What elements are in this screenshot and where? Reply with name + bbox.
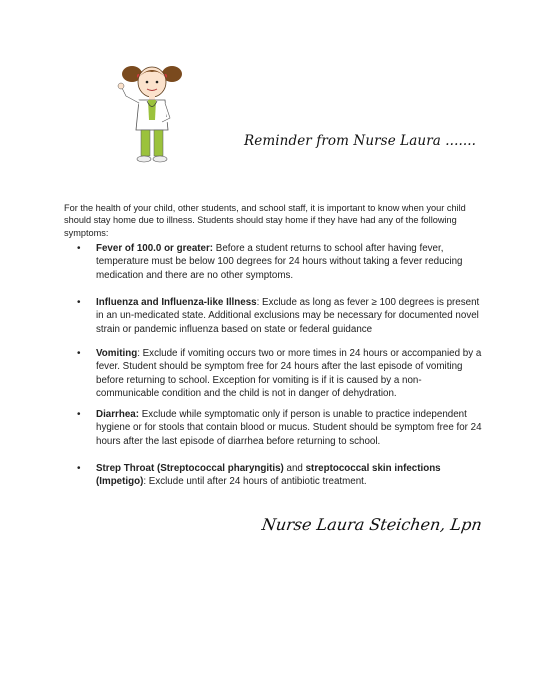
nurse-illustration [112, 60, 192, 164]
intro-paragraph: For the health of your child, other students, and school staff, it is important to know when your child should stay home due to illness. Students should stay home if they have had any of the following symptoms: [64, 203, 466, 238]
symptom-text: Exclude while symptomatic only if person is unable to practice independent hygiene or for stools that contain blood or mucus. Student should be symptom free for 24 hours after the last episode of diarrhea before returning to school. [96, 409, 482, 447]
symptom-text: Before a student returns to school after having fever, temperature must be below 100 degrees for 24 hours without taking a fever reducing medication and there are no other symptoms. [96, 243, 463, 281]
list-item [64, 408, 484, 448]
bullet-icon: • [77, 348, 81, 359]
symptom-text-connector: and [283, 463, 306, 474]
symptom-title: Fever of 100.0 or greater: [96, 243, 214, 254]
symptom-title: Strep Throat (Streptococcal pharyngitis) [96, 463, 284, 474]
list-item [64, 296, 484, 336]
symptom-title-secondary: streptococcal skin infections (Impetigo) [96, 463, 441, 488]
bullet-icon: • [77, 409, 81, 420]
signature: Nurse Laura Steichen, Lpn [260, 515, 484, 534]
symptom-title: Diarrhea: [96, 409, 140, 420]
list-item [64, 242, 484, 282]
header-title: Reminder from Nurse Laura ....... [244, 133, 477, 149]
symptom-text: : Exclude if vomiting occurs two or more times in 24 hours or accompanied by a fever. Student should be symptom free for 24 hours after the last episode of vomiting before returning to school. Exception for vomiting is if it is caused by a non-communicable condition and the child is not in danger of dehydration. [96, 348, 482, 400]
list-item [64, 347, 484, 401]
symptom-text: : Exclude until after 24 hours of antibiotic treatment. [143, 476, 367, 488]
symptom-text: : Exclude as long as fever ≥ 100 degrees is present in an un-medicated state. Additional exclusions may be necessary for documented novel strain or pandemic influenza based on state or federal guidance [96, 297, 480, 335]
symptom-title: Vomiting [96, 348, 138, 359]
list-item [64, 462, 484, 489]
symptom-title: Influenza and Influenza-like Illness [96, 297, 257, 308]
bullet-icon: • [77, 243, 81, 254]
bullet-icon: • [77, 297, 81, 308]
bullet-icon: • [77, 463, 81, 474]
